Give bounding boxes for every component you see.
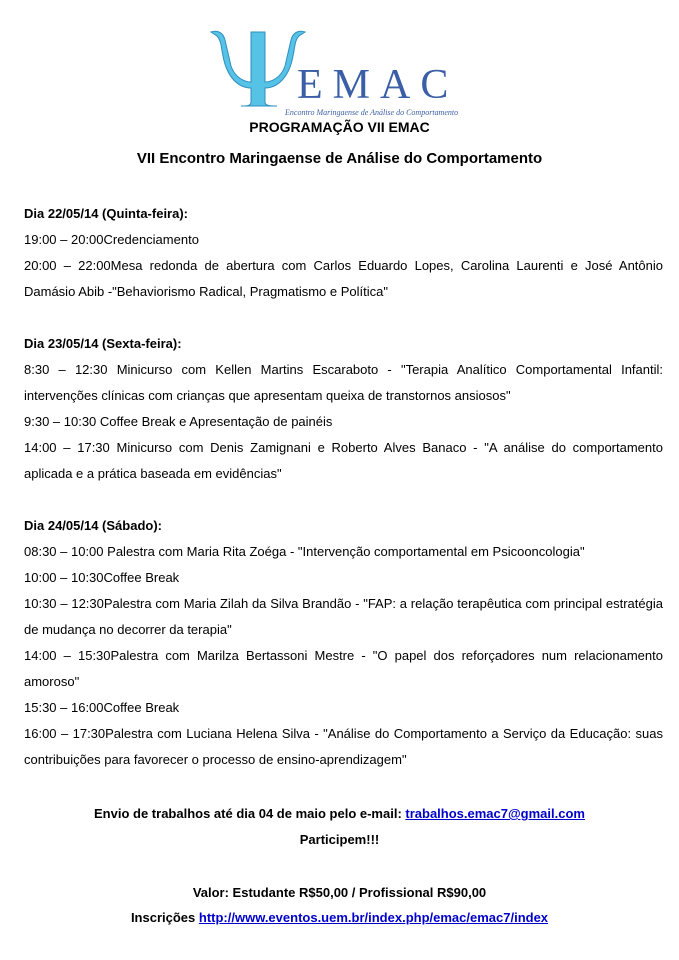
item-text: Credenciamento <box>103 232 199 247</box>
page-subtitle: VII Encontro Maringaense de Análise do Comportamento <box>136 150 543 167</box>
prices-text: Valor: Estudante R$50,00 / Profissional R$90,00 <box>192 885 487 900</box>
schedule-item <box>24 435 663 487</box>
item-time: 14:00 – 15:30 <box>24 648 111 663</box>
schedule-item <box>24 357 663 409</box>
logo-wordmark: EMAC <box>297 62 459 108</box>
item-text: Mesa redonda de abertura com Carlos Eduardo Lopes, Carolina Laurenti e José Antônio Damásio Abib -"Behaviorismo Radical, Pragmatismo e Política" <box>24 258 663 299</box>
item-text: Minicurso com Kellen Martins Escaraboto - "Terapia Analítico Comportamental Infantil: intervenções clínicas com crianças que apresentam queixa de transtornos ansiosos" <box>24 362 663 403</box>
item-time: 14:00 – 17:30 <box>24 440 110 455</box>
item-time: 10:00 – 10:30 <box>24 570 104 585</box>
emac-logo <box>205 26 485 117</box>
registration-url-link[interactable]: http://www.eventos.uem.br/index.php/emac/emac7/index <box>198 910 549 925</box>
item-text: Coffee Break e Apresentação de painéis <box>99 414 333 429</box>
item-text: Palestra com Maria Rita Zoéga - "Intervenção comportamental em Psicooncologia" <box>107 544 585 559</box>
item-text: Minicurso com Denis Zamignani e Roberto Alves Banaco - "A análise do comportamento aplicada e a prática baseada em evidências" <box>24 440 663 481</box>
schedule-item <box>24 695 663 721</box>
item-text: Palestra com Maria Zilah da Silva Brandão - "FAP: a relação terapêutica com principal estratégia de mudança no decorrer da terapia" <box>24 596 663 637</box>
schedule-item <box>24 721 663 773</box>
item-text: Coffee Break <box>103 570 180 585</box>
item-time: 20:00 – 22:00 <box>24 258 111 273</box>
item-text: Palestra com Luciana Helena Silva - "Análise do Comportamento a Serviço da Educação: suas contribuições para favorecer o processo de ensino-aprendizagem" <box>24 726 663 767</box>
item-time: 10:30 – 12:30 <box>24 596 104 611</box>
schedule-item <box>24 409 663 435</box>
schedule-item <box>24 591 663 643</box>
item-time: 19:00 – 20:00 <box>24 232 104 247</box>
schedule-item <box>24 539 663 565</box>
submission-email-link[interactable]: trabalhos.emac7@gmail.com <box>405 806 585 821</box>
submission-label: Envio de trabalhos até dia 04 de maio pelo e-mail: <box>94 806 406 821</box>
spacer <box>24 487 663 513</box>
item-text: Palestra com Marilza Bertassoni Mestre - "O papel dos reforçadores num relacionamento amoroso" <box>24 648 663 689</box>
schedule <box>24 201 663 773</box>
spacer <box>24 305 663 331</box>
day-heading: Dia 22/05/14 (Quinta-feira): <box>24 206 188 221</box>
item-time: 9:30 – 10:30 <box>24 414 97 429</box>
item-time: 15:30 – 16:00 <box>24 700 104 715</box>
registration-line <box>0 905 679 931</box>
registration-label: Inscrições <box>130 910 199 925</box>
day-heading: Dia 24/05/14 (Sábado): <box>24 518 162 533</box>
submission-line <box>0 801 679 827</box>
schedule-item <box>24 643 663 695</box>
schedule-item <box>24 565 663 591</box>
item-time: 08:30 – 10:00 <box>24 544 104 559</box>
item-time: 16:00 – 17:30 <box>24 726 106 741</box>
logo-subtitle: Encontro Maringaense de Análise do Comportamento <box>285 108 459 117</box>
day-heading: Dia 23/05/14 (Sexta-feira): <box>24 336 182 351</box>
schedule-item <box>24 253 663 305</box>
item-text: Coffee Break <box>103 700 180 715</box>
schedule-item <box>24 227 663 253</box>
page-title: PROGRAMAÇÃO VII EMAC <box>249 119 430 135</box>
item-time: 8:30 – 12:30 <box>24 362 108 377</box>
participate-text: Participem!!! <box>299 832 380 847</box>
